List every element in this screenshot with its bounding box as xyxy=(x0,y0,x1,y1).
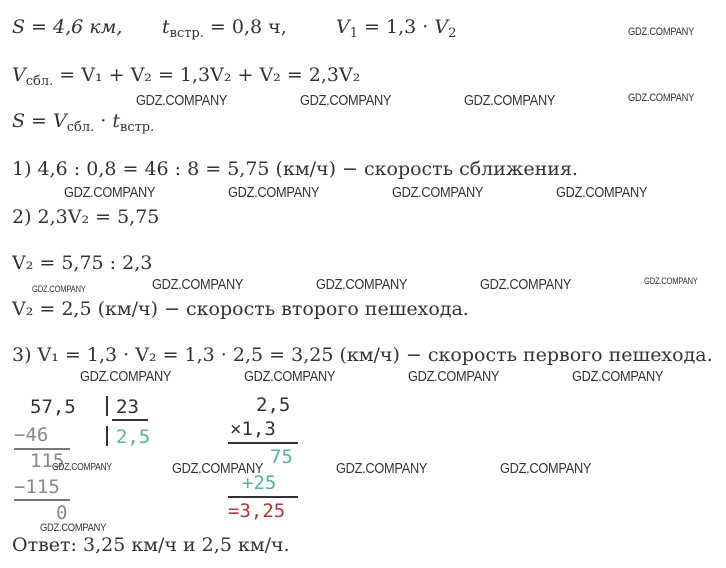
division-line-2 xyxy=(14,499,70,501)
mult-result: =3,25 xyxy=(228,500,286,522)
division-divisor-line xyxy=(112,419,148,421)
division-remainder-1: 115 xyxy=(30,450,65,472)
watermark: GDZ.COMPANY xyxy=(628,26,695,38)
division-dividend: 57,5 xyxy=(30,396,76,418)
mult-partial-2: +25 xyxy=(242,472,277,494)
watermark: GDZ.COMPANY xyxy=(500,460,592,477)
given-s: S = 4,6 км, xyxy=(12,16,123,38)
division-bar-top xyxy=(106,396,108,416)
watermark: GDZ.COMPANY xyxy=(644,276,698,286)
division-subtract-2: −115 xyxy=(14,476,60,498)
watermark: GDZ.COMPANY xyxy=(228,184,320,201)
v2-subscript: 2 xyxy=(448,26,457,41)
watermark: GDZ.COMPANY xyxy=(316,276,408,293)
given-v1 xyxy=(336,16,457,41)
watermark: GDZ.COMPANY xyxy=(336,460,428,477)
distance-mid: · t xyxy=(94,110,121,132)
step-3: 3) V₁ = 1,3 · V₂ = 1,3 · 2,5 = 3,25 (км/ч) − скорость первого пешехода. xyxy=(12,344,713,366)
t-value: = 0,8 ч, xyxy=(203,16,287,38)
mult-line-1 xyxy=(228,442,298,444)
division-bar-bottom xyxy=(106,426,108,446)
division-divisor: 23 xyxy=(116,396,139,418)
given-t xyxy=(162,16,287,41)
formula-distance xyxy=(12,110,155,135)
watermark: GDZ.COMPANY xyxy=(40,522,107,534)
mult-factor-b: ×1,3 xyxy=(230,418,276,440)
watermark: GDZ.COMPANY xyxy=(52,462,112,473)
t-subscript: встр. xyxy=(169,26,204,41)
watermark: GDZ.COMPANY xyxy=(628,92,695,104)
watermark: GDZ.COMPANY xyxy=(80,368,172,385)
watermark: GDZ.COMPANY xyxy=(32,284,86,294)
step-1: 1) 4,6 : 0,8 = 46 : 8 = 5,75 (км/ч) − скорость сближения. xyxy=(12,158,578,180)
t-symbol: t xyxy=(162,16,170,38)
mult-partial-1: 75 xyxy=(270,446,293,468)
watermark: GDZ.COMPANY xyxy=(392,184,484,201)
distance-lhs: S = V xyxy=(12,110,67,132)
step-2-result: V₂ = 2,5 (км/ч) − скорость второго пешехода. xyxy=(12,298,469,320)
v2-symbol: V xyxy=(434,16,449,38)
watermark: GDZ.COMPANY xyxy=(464,92,556,109)
division-subtract-1: −46 xyxy=(14,424,49,446)
mult-factor-a: 2,5 xyxy=(256,394,291,416)
watermark: GDZ.COMPANY xyxy=(136,92,228,109)
distance-sub1: сбл. xyxy=(66,120,95,135)
vsbl-subscript: сбл. xyxy=(25,74,54,89)
watermark: GDZ.COMPANY xyxy=(556,184,648,201)
v1-symbol: V xyxy=(336,16,350,38)
distance-sub2: встр. xyxy=(120,120,155,135)
v1-relation: = 1,3 · xyxy=(358,16,435,38)
step-2-divide: V₂ = 5,75 : 2,3 xyxy=(12,252,153,274)
watermark: GDZ.COMPANY xyxy=(300,92,392,109)
watermark: GDZ.COMPANY xyxy=(152,276,244,293)
formula-approach-speed xyxy=(12,64,361,89)
vsbl-expression: = V₁ + V₂ = 1,3V₂ + V₂ = 2,3V₂ xyxy=(53,64,361,86)
division-quotient: 2,5 xyxy=(116,426,151,448)
v1-subscript: 1 xyxy=(349,26,359,41)
vsbl-symbol: V xyxy=(12,64,26,86)
given-line xyxy=(12,16,122,38)
division-remainder-2: 0 xyxy=(56,502,68,524)
mult-line-2 xyxy=(228,496,298,498)
watermark: GDZ.COMPANY xyxy=(480,276,572,293)
watermark: GDZ.COMPANY xyxy=(572,368,664,385)
watermark: GDZ.COMPANY xyxy=(172,460,264,477)
watermark: GDZ.COMPANY xyxy=(64,184,156,201)
step-2: 2) 2,3V₂ = 5,75 xyxy=(12,206,160,228)
answer: Ответ: 3,25 км/ч и 2,5 км/ч. xyxy=(12,534,290,556)
watermark: GDZ.COMPANY xyxy=(408,368,500,385)
watermark: GDZ.COMPANY xyxy=(244,368,336,385)
